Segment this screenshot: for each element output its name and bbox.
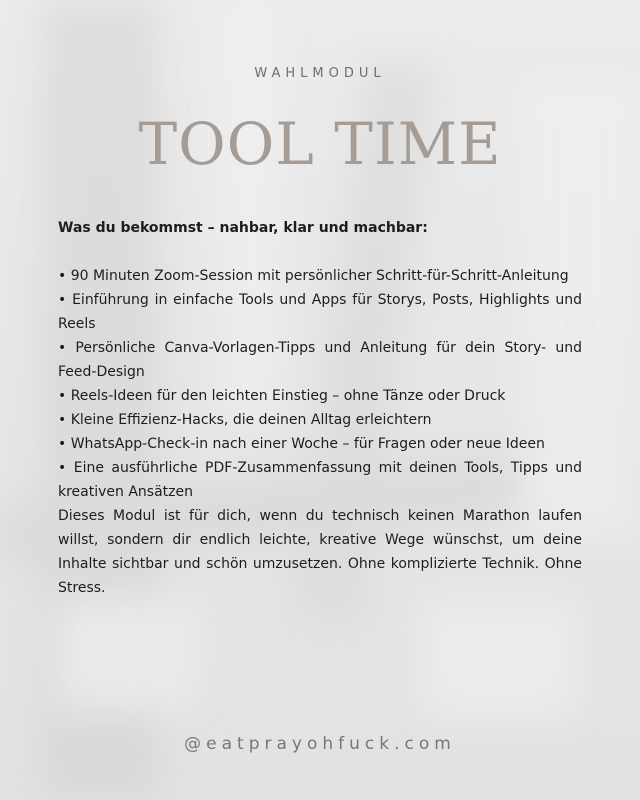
page-title: TOOL TIME — [138, 110, 502, 178]
footer-handle: @eatprayohfuck.com — [184, 734, 456, 754]
list-item: • Einführung in einfache Tools und Apps für Storys, Posts, Highlights und Reels — [58, 292, 582, 332]
list-item: • WhatsApp-Check-in nach einer Woche – für Fragen oder neue Ideen — [58, 436, 545, 452]
list-item: • Reels-Ideen für den leichten Einstieg – ohne Tänze oder Druck — [58, 388, 506, 404]
description-paragraph: Dieses Modul ist für dich, wenn du technisch keinen Marathon laufen willst, sondern dir endlich leichte, kreative Wege wünschst, um deine Inhalte sichtbar und schön umzusetzen. Ohne komplizierte Technik. Ohne Stress. — [58, 508, 582, 596]
list-item: • 90 Minuten Zoom-Session mit persönlicher Schritt-für-Schritt-Anleitung — [58, 268, 569, 284]
list-item: • Kleine Effizienz-Hacks, die deinen Alltag erleichtern — [58, 412, 432, 428]
section-heading: Was du bekommst – nahbar, klar und machbar: — [58, 220, 428, 236]
module-eyebrow: WAHLMODUL — [254, 66, 386, 81]
content-block — [58, 216, 582, 600]
benefits-list — [58, 264, 582, 504]
list-item: • Eine ausführliche PDF-Zusammenfassung mit deinen Tools, Tipps und kreativen Ansätzen — [58, 460, 582, 500]
list-item: • Persönliche Canva-Vorlagen-Tipps und Anleitung für dein Story- und Feed-Design — [58, 340, 582, 380]
